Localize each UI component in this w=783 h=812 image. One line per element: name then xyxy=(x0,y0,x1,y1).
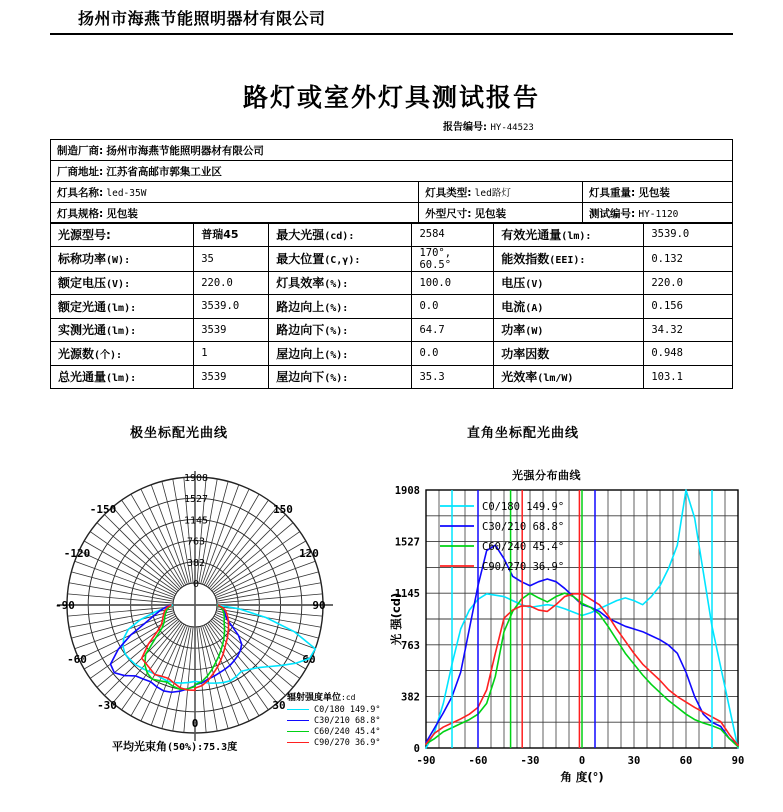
spec-key-4-1: 实测光通(lm): xyxy=(51,318,194,342)
polar-grid-spoke xyxy=(75,613,175,649)
legend-label: C0/180 149.9° xyxy=(314,704,381,715)
table-row xyxy=(51,365,733,389)
y-axis-title: 光 强(cd) xyxy=(389,592,403,646)
table-row xyxy=(51,295,733,319)
info-value: HY-1120 xyxy=(638,208,679,220)
spec-value-6-1: 3539 xyxy=(194,365,269,389)
spec-key-3-2: 路边向上(%): xyxy=(269,295,412,319)
spec-key-1-2: 最大位置(C,γ): xyxy=(269,246,412,271)
spec-value-4-2: 64.7 xyxy=(412,318,494,342)
x-axis-tick-label: -60 xyxy=(468,755,488,767)
polar-legend-title xyxy=(287,690,381,703)
polar-angle-label: -30 xyxy=(97,699,117,712)
polar-chart-legend xyxy=(287,690,381,748)
spec-key-0-3: 有效光通量(lm): xyxy=(494,223,644,247)
report-number xyxy=(443,118,534,133)
polar-radial-tick-label: 1145 xyxy=(183,515,209,527)
info-label: 外型尺寸: xyxy=(425,207,472,220)
spec-value-0-2: 2584 xyxy=(412,223,494,247)
spec-key-4-3: 功率(W) xyxy=(494,318,644,342)
spec-key-3-3: 电流(A) xyxy=(494,295,644,319)
spec-value-5-1: 1 xyxy=(194,342,269,366)
x-axis-tick-label: 90 xyxy=(731,755,745,767)
polar-grid-spoke xyxy=(97,523,178,591)
spec-key-6-3: 光效率(lm/W) xyxy=(494,365,644,389)
spec-value-4-3: 34.32 xyxy=(644,318,733,342)
spec-key-2-3: 电压(V) xyxy=(494,271,644,295)
polar-grid-spoke xyxy=(209,507,277,588)
info-cell-fixture-spec xyxy=(51,203,419,224)
y-axis-tick-label: 1908 xyxy=(394,485,420,497)
polar-angle-label: 0 xyxy=(191,717,199,730)
spec-key-6-1: 总光通量(lm): xyxy=(51,365,194,389)
spec-value-2-1: 220.0 xyxy=(194,271,269,295)
polar-legend-item-2 xyxy=(287,726,381,737)
info-label: 灯具名称: xyxy=(57,186,104,199)
info-label: 厂商地址: xyxy=(57,165,104,178)
y-axis-tick-label: 1145 xyxy=(394,588,420,601)
table-row xyxy=(51,318,733,342)
polar-grid-spoke xyxy=(151,485,187,585)
info-cell-test-number xyxy=(582,203,732,224)
polar-angle-label: -60 xyxy=(67,653,87,666)
polar-curve-series-3 xyxy=(142,605,229,690)
polar-grid-spoke xyxy=(212,523,293,591)
spec-value-5-2: 0.0 xyxy=(412,342,494,366)
legend-label: C60/240 45.4° xyxy=(314,726,381,737)
spec-value-0-1: 普瑞45 xyxy=(194,223,269,247)
info-cell-fixture-name xyxy=(51,182,419,203)
x-axis-tick-label: -90 xyxy=(416,755,436,767)
spec-key-1-1: 标称功率(W): xyxy=(51,246,194,271)
info-cell-manufacturer xyxy=(51,140,733,161)
cartesian-chart-subheading: 光强分布曲线 xyxy=(512,469,581,482)
polar-radial-tick-label: 0 xyxy=(192,579,200,590)
spec-value-0-3: 3539.0 xyxy=(644,223,733,247)
photometric-spec-table xyxy=(50,222,733,389)
polar-radial-tick-label: 1908 xyxy=(183,473,209,484)
polar-chart-heading: 极坐标配光曲线 xyxy=(130,426,229,441)
table-row xyxy=(51,140,733,161)
info-cell-address xyxy=(51,161,733,182)
spec-key-3-1: 额定光通(lm): xyxy=(51,295,194,319)
legend-color-swatch xyxy=(287,709,309,710)
info-value: led路灯 xyxy=(474,187,511,199)
cartesian-legend-label-3: C90/270 36.9° xyxy=(482,561,565,573)
polar-radial-tick-label: 382 xyxy=(186,557,206,569)
report-number-label: 报告编号: xyxy=(443,122,487,133)
info-label: 制造厂商: xyxy=(57,144,104,157)
x-axis-tick-label: 0 xyxy=(578,755,586,767)
polar-angle-label: 30 xyxy=(272,699,286,712)
polar-legend-title-text: 辐射强度单位 xyxy=(287,693,342,703)
info-value: 见包装 xyxy=(474,207,507,220)
y-axis-tick-label: 1527 xyxy=(394,536,420,549)
legend-color-swatch xyxy=(287,742,309,743)
table-row xyxy=(51,182,733,203)
manufacturer-info-table xyxy=(50,139,733,224)
polar-angle-label: -150 xyxy=(89,503,117,516)
info-value: 江苏省高邮市郭集工业区 xyxy=(106,165,222,178)
polar-grid-spoke xyxy=(113,622,181,703)
info-label: 灯具类型: xyxy=(425,186,472,199)
polar-angle-label: 150 xyxy=(273,503,293,516)
polar-grid-spoke xyxy=(104,514,179,589)
polar-legend-unit: :cd xyxy=(341,693,356,702)
table-row xyxy=(51,271,733,295)
legend-label: C30/210 68.8° xyxy=(314,715,381,726)
spec-value-1-1: 35 xyxy=(194,246,269,271)
spec-value-3-3: 0.156 xyxy=(644,295,733,319)
polar-angle-label: 120 xyxy=(299,547,319,560)
average-beam-angle xyxy=(112,738,237,754)
page-title: 路灯或室外灯具测试报告 xyxy=(242,83,540,112)
polar-legend-item-1 xyxy=(287,715,381,726)
spec-key-4-2: 路边向下(%): xyxy=(269,318,412,342)
header-divider xyxy=(50,33,733,35)
cartesian-luminous-intensity-chart xyxy=(388,478,780,798)
polar-grid-spoke xyxy=(113,507,181,588)
legend-color-swatch xyxy=(287,720,309,721)
cartesian-legend-label-2: C60/240 45.4° xyxy=(482,541,565,553)
polar-legend-item-0 xyxy=(287,704,381,715)
spec-key-5-3: 功率因数 xyxy=(494,342,644,366)
info-cell-dimensions xyxy=(419,203,583,224)
y-axis-tick-label: 0 xyxy=(413,743,420,755)
polar-grid-spoke xyxy=(75,561,175,597)
cartesian-legend-label-1: C30/210 68.8° xyxy=(482,521,565,533)
spec-value-4-1: 3539 xyxy=(194,318,269,342)
spec-value-6-3: 103.1 xyxy=(644,365,733,389)
spec-value-1-3: 0.132 xyxy=(644,246,733,271)
spec-value-6-2: 35.3 xyxy=(412,365,494,389)
polar-legend-item-3 xyxy=(287,737,381,748)
legend-label: C90/270 36.9° xyxy=(314,737,381,748)
beam-angle-value: (50%):75.3度 xyxy=(167,742,238,753)
cartesian-legend-label-0: C0/180 149.9° xyxy=(482,501,565,513)
spec-key-0-2: 最大光强(cd): xyxy=(269,223,412,247)
beam-angle-label: 平均光束角 xyxy=(112,740,167,753)
x-axis-title: 角 度(°) xyxy=(560,770,604,784)
table-row xyxy=(51,246,733,271)
cartesian-chart-heading: 直角坐标配光曲线 xyxy=(467,426,580,441)
x-axis-tick-label: -30 xyxy=(520,755,540,767)
spec-key-2-1: 额定电压(V): xyxy=(51,271,194,295)
table-row xyxy=(51,223,733,247)
spec-key-2-2: 灯具效率(%): xyxy=(269,271,412,295)
polar-radial-tick-label: 763 xyxy=(186,536,206,548)
company-name: 扬州市海燕节能照明器材有限公司 xyxy=(78,9,326,28)
info-label: 灯具规格: xyxy=(57,207,104,220)
y-axis-tick-label: 763 xyxy=(401,639,420,652)
spec-key-5-1: 光源数(个): xyxy=(51,342,194,366)
info-cell-fixture-weight xyxy=(582,182,732,203)
spec-value-2-3: 220.0 xyxy=(644,271,733,295)
polar-angle-label: -90 xyxy=(55,599,75,612)
legend-color-swatch xyxy=(287,731,309,732)
spec-value-1-2: 170°, 60.5° xyxy=(412,246,494,271)
info-label: 灯具重量: xyxy=(588,186,636,199)
info-value: 扬州市海燕节能照明器材有限公司 xyxy=(106,144,264,157)
spec-value-3-1: 3539.0 xyxy=(194,295,269,319)
spec-key-5-2: 屋边向上(%): xyxy=(269,342,412,366)
polar-angle-label: 60 xyxy=(302,653,316,666)
x-axis-tick-label: 30 xyxy=(627,755,641,767)
spec-key-1-3: 能效指数(EEI): xyxy=(494,246,644,271)
info-value: 见包装 xyxy=(106,207,138,220)
spec-key-0-1: 光源型号: xyxy=(51,223,194,247)
info-cell-fixture-type xyxy=(419,182,583,203)
polar-angle-label: 90 xyxy=(312,599,326,612)
report-number-value: HY-44523 xyxy=(490,123,534,133)
table-row xyxy=(51,161,733,182)
x-axis-tick-label: 60 xyxy=(679,755,693,767)
spec-key-6-2: 屋边向下(%): xyxy=(269,365,412,389)
table-row xyxy=(51,203,733,224)
spec-value-3-2: 0.0 xyxy=(412,295,494,319)
y-axis-tick-label: 382 xyxy=(401,691,420,704)
info-value: led-35W xyxy=(106,187,147,199)
polar-grid-spoke xyxy=(216,561,316,597)
info-label: 测试编号: xyxy=(588,207,636,220)
info-value: 见包装 xyxy=(638,186,670,199)
polar-radial-tick-label: 1527 xyxy=(183,494,209,506)
table-row xyxy=(51,342,733,366)
polar-grid-spoke xyxy=(211,514,286,589)
spec-value-2-2: 100.0 xyxy=(412,271,494,295)
spec-value-5-3: 0.948 xyxy=(644,342,733,366)
polar-angle-label: -120 xyxy=(63,547,91,560)
